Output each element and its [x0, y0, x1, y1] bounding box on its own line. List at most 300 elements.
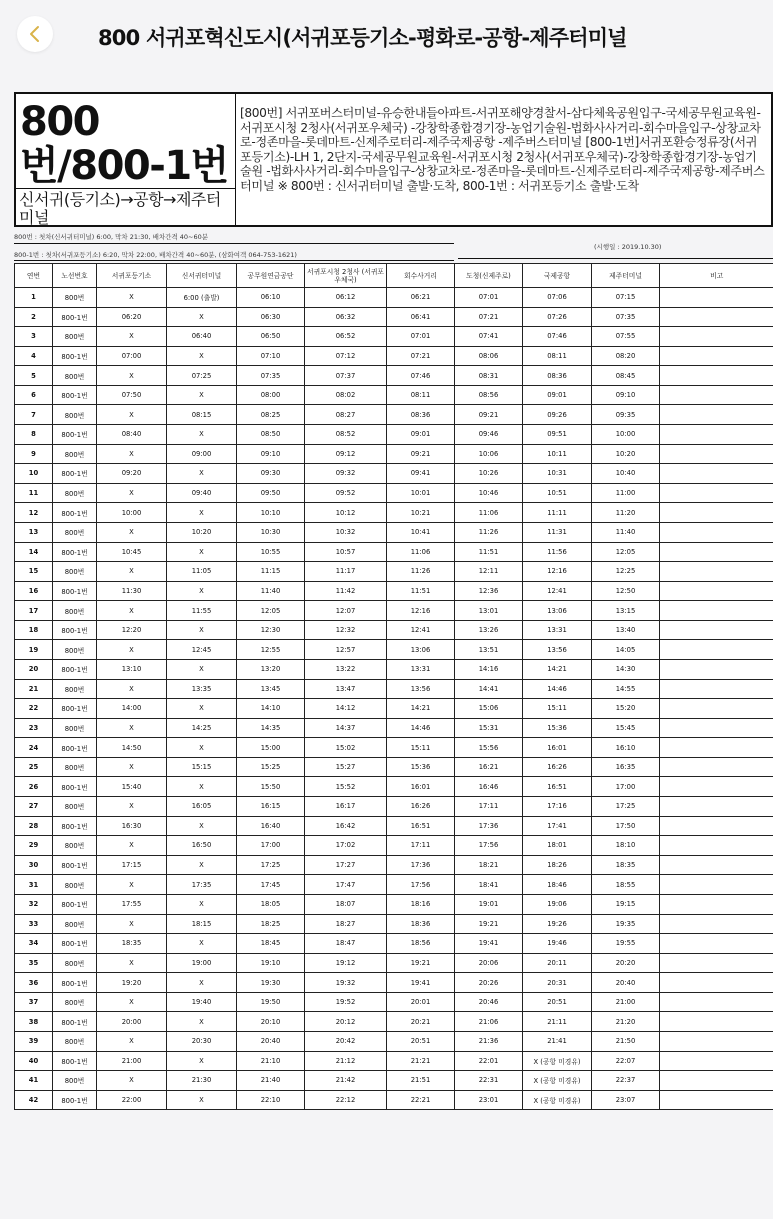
table-row — [15, 973, 773, 993]
table-cell: 17:45 — [237, 875, 305, 895]
table-cell: 800번 — [53, 327, 97, 347]
chevron-left-icon — [28, 25, 42, 43]
table-cell: 13:06 — [387, 640, 455, 660]
table-cell: 08:15 — [167, 405, 237, 425]
table-cell: X — [167, 385, 237, 405]
table-cell: 800-1번 — [53, 738, 97, 758]
table-cell: 15:40 — [97, 777, 167, 797]
table-cell: 800번 — [53, 366, 97, 386]
table-cell: X — [167, 659, 237, 679]
table-cell: 800번 — [53, 836, 97, 856]
table-cell: 27 — [15, 797, 53, 817]
table-cell: 10:10 — [237, 503, 305, 523]
table-cell: 15 — [15, 562, 53, 582]
table-cell: 11:20 — [592, 503, 660, 523]
table-cell: 2 — [15, 307, 53, 327]
table-cell: 09:40 — [167, 483, 237, 503]
table-cell: 16:51 — [387, 816, 455, 836]
back-button[interactable] — [17, 16, 53, 52]
table-cell: 21:36 — [455, 1031, 523, 1051]
table-row — [15, 855, 773, 875]
table-cell: 8 — [15, 425, 53, 445]
table-cell — [660, 777, 773, 797]
table-cell: 07:06 — [523, 288, 592, 308]
table-cell: 11:06 — [455, 503, 523, 523]
table-cell: 08:45 — [592, 366, 660, 386]
table-cell — [660, 620, 773, 640]
table-row — [15, 581, 773, 601]
table-cell: 22:10 — [237, 1090, 305, 1110]
table-cell: 12:16 — [523, 562, 592, 582]
table-row — [15, 562, 773, 582]
table-cell: 23:01 — [455, 1090, 523, 1110]
table-cell: X — [167, 1051, 237, 1071]
table-cell: 17:11 — [387, 836, 455, 856]
table-cell: 09:12 — [305, 444, 387, 464]
table-cell: 800번 — [53, 483, 97, 503]
table-cell: 14:37 — [305, 718, 387, 738]
table-cell: 21:20 — [592, 1012, 660, 1032]
table-cell: X — [97, 405, 167, 425]
table-cell: 10:26 — [455, 464, 523, 484]
table-row — [15, 288, 773, 308]
table-cell: 07:01 — [387, 327, 455, 347]
table-cell: 17:11 — [455, 797, 523, 817]
table-cell: 800번 — [53, 875, 97, 895]
enforcement-date: (시행일 : 2019.10.30) — [594, 243, 662, 251]
table-cell: 34 — [15, 934, 53, 954]
table-cell: 11:17 — [305, 562, 387, 582]
table-cell: 10:21 — [387, 503, 455, 523]
table-cell: 07:15 — [592, 288, 660, 308]
table-cell — [660, 757, 773, 777]
table-cell: 12:11 — [455, 562, 523, 582]
table-cell: 17:56 — [455, 836, 523, 856]
table-cell: 800-1번 — [53, 385, 97, 405]
table-cell: 17 — [15, 601, 53, 621]
table-cell: X — [167, 581, 237, 601]
table-cell: 09:10 — [592, 385, 660, 405]
table-cell: 15:06 — [455, 699, 523, 719]
table-cell: 08:25 — [237, 405, 305, 425]
table-cell: 17:36 — [455, 816, 523, 836]
table-cell: 12:30 — [237, 620, 305, 640]
table-cell: 800번 — [53, 288, 97, 308]
table-cell: 16:50 — [167, 836, 237, 856]
table-row — [15, 718, 773, 738]
table-cell: X — [167, 1090, 237, 1110]
table-cell — [660, 1051, 773, 1071]
table-cell: 07:25 — [167, 366, 237, 386]
table-cell: 15:27 — [305, 757, 387, 777]
table-cell: 11:42 — [305, 581, 387, 601]
table-cell: 11:55 — [167, 601, 237, 621]
table-cell: 800-1번 — [53, 1012, 97, 1032]
table-row — [15, 542, 773, 562]
table-cell: 14:00 — [97, 699, 167, 719]
table-row — [15, 483, 773, 503]
table-cell: 20:40 — [592, 973, 660, 993]
table-cell: 800번 — [53, 1031, 97, 1051]
table-row — [15, 797, 773, 817]
table-cell: 13:31 — [387, 659, 455, 679]
table-row — [15, 1012, 773, 1032]
table-cell: 11:00 — [592, 483, 660, 503]
table-cell: 11:15 — [237, 562, 305, 582]
table-cell: 21:00 — [592, 992, 660, 1012]
table-cell: 31 — [15, 875, 53, 895]
table-cell: 09:30 — [237, 464, 305, 484]
table-cell: 40 — [15, 1051, 53, 1071]
column-header: 신서귀터미널 — [167, 264, 237, 288]
table-cell: 09:10 — [237, 444, 305, 464]
table-cell — [660, 307, 773, 327]
table-cell: 19 — [15, 640, 53, 660]
table-cell: 21:21 — [387, 1051, 455, 1071]
table-cell — [660, 562, 773, 582]
table-cell: 800번 — [53, 914, 97, 934]
table-cell: 800번 — [53, 522, 97, 542]
table-cell: X (공항 미경유) — [523, 1071, 592, 1091]
table-cell: X — [167, 855, 237, 875]
table-cell: 22:07 — [592, 1051, 660, 1071]
table-cell: 15:52 — [305, 777, 387, 797]
table-cell: X — [167, 425, 237, 445]
table-cell: 13:26 — [455, 620, 523, 640]
table-cell: 800-1번 — [53, 973, 97, 993]
table-cell: 12:07 — [305, 601, 387, 621]
table-row — [15, 327, 773, 347]
table-row — [15, 992, 773, 1012]
table-cell: 12:36 — [455, 581, 523, 601]
table-cell: 12:20 — [97, 620, 167, 640]
table-cell: 14:41 — [455, 679, 523, 699]
table-cell: 800-1번 — [53, 855, 97, 875]
table-cell — [660, 659, 773, 679]
table-cell: X — [167, 346, 237, 366]
table-row — [15, 307, 773, 327]
table-cell: 06:21 — [387, 288, 455, 308]
table-cell: 18:35 — [592, 855, 660, 875]
table-cell: 08:02 — [305, 385, 387, 405]
table-cell: 39 — [15, 1031, 53, 1051]
table-cell: 19:41 — [455, 934, 523, 954]
table-cell: 11:26 — [455, 522, 523, 542]
table-cell: 07:55 — [592, 327, 660, 347]
table-cell: 21:42 — [305, 1071, 387, 1091]
table-cell: 09:01 — [523, 385, 592, 405]
table-cell: 07:46 — [387, 366, 455, 386]
table-row — [15, 385, 773, 405]
table-cell: 17:27 — [305, 855, 387, 875]
table-cell: 09:41 — [387, 464, 455, 484]
table-cell: 17:47 — [305, 875, 387, 895]
table-cell: 10:00 — [592, 425, 660, 445]
table-cell: 09:51 — [523, 425, 592, 445]
table-cell: 19:00 — [167, 953, 237, 973]
table-cell — [660, 797, 773, 817]
table-cell: 18:01 — [523, 836, 592, 856]
table-cell: 29 — [15, 836, 53, 856]
table-cell: 13:20 — [237, 659, 305, 679]
table-cell: X — [97, 836, 167, 856]
table-cell: 06:20 — [97, 307, 167, 327]
table-cell: 10:30 — [237, 522, 305, 542]
table-cell: 17:36 — [387, 855, 455, 875]
table-cell — [660, 444, 773, 464]
column-header: 도청(신제주로) — [455, 264, 523, 288]
table-cell: 800번 — [53, 1071, 97, 1091]
table-row — [15, 1051, 773, 1071]
table-cell: 800-1번 — [53, 777, 97, 797]
table-cell: 800-1번 — [53, 816, 97, 836]
table-cell: 11 — [15, 483, 53, 503]
table-cell: 18:10 — [592, 836, 660, 856]
table-cell — [660, 718, 773, 738]
table-row — [15, 405, 773, 425]
table-cell: 13:56 — [523, 640, 592, 660]
table-cell: 22:12 — [305, 1090, 387, 1110]
table-cell: 13:01 — [455, 601, 523, 621]
table-cell: 10:46 — [455, 483, 523, 503]
table-cell: 18:26 — [523, 855, 592, 875]
table-cell: 800번 — [53, 757, 97, 777]
table-cell: 12:05 — [237, 601, 305, 621]
table-cell: 800-1번 — [53, 307, 97, 327]
table-cell: 17:02 — [305, 836, 387, 856]
table-cell: X — [167, 934, 237, 954]
table-cell: 800-1번 — [53, 581, 97, 601]
table-row — [15, 914, 773, 934]
divider — [458, 258, 773, 259]
divider — [14, 260, 454, 261]
column-header: 비고 — [660, 264, 773, 288]
table-cell: 10:51 — [523, 483, 592, 503]
table-cell: 12:41 — [523, 581, 592, 601]
table-cell: 08:52 — [305, 425, 387, 445]
table-cell: 15:56 — [455, 738, 523, 758]
table-cell: 15:25 — [237, 757, 305, 777]
table-cell: 800번 — [53, 405, 97, 425]
table-cell: 10:31 — [523, 464, 592, 484]
table-cell: 800-1번 — [53, 1051, 97, 1071]
table-cell: 21:11 — [523, 1012, 592, 1032]
table-cell: 06:30 — [237, 307, 305, 327]
table-cell: 19:32 — [305, 973, 387, 993]
table-cell: 13:10 — [97, 659, 167, 679]
table-cell: 18 — [15, 620, 53, 640]
table-cell: 20:26 — [455, 973, 523, 993]
table-cell: 28 — [15, 816, 53, 836]
table-cell: 07:46 — [523, 327, 592, 347]
column-header: 회수사거리 — [387, 264, 455, 288]
table-cell: 07:00 — [97, 346, 167, 366]
table-cell: 12:55 — [237, 640, 305, 660]
table-cell: 17:50 — [592, 816, 660, 836]
table-cell: 21:40 — [237, 1071, 305, 1091]
table-cell: 21:51 — [387, 1071, 455, 1091]
table-cell: 1 — [15, 288, 53, 308]
table-cell: 12:50 — [592, 581, 660, 601]
table-cell: X — [167, 894, 237, 914]
table-cell — [660, 640, 773, 660]
table-cell: X — [97, 953, 167, 973]
table-cell: 21 — [15, 679, 53, 699]
table-cell: 19:21 — [387, 953, 455, 973]
table-cell: 17:00 — [237, 836, 305, 856]
table-cell: 07:50 — [97, 385, 167, 405]
table-cell — [660, 1012, 773, 1032]
table-cell: X — [97, 797, 167, 817]
table-cell: 26 — [15, 777, 53, 797]
table-cell: 12:57 — [305, 640, 387, 660]
table-cell: 18:55 — [592, 875, 660, 895]
table-cell: X — [167, 307, 237, 327]
table-cell: 20:30 — [167, 1031, 237, 1051]
table-cell: 10:12 — [305, 503, 387, 523]
table-cell: 9 — [15, 444, 53, 464]
table-cell: 18:41 — [455, 875, 523, 895]
table-row — [15, 679, 773, 699]
table-cell: 20:01 — [387, 992, 455, 1012]
table-cell: 17:16 — [523, 797, 592, 817]
table-row — [15, 346, 773, 366]
table-cell — [660, 522, 773, 542]
table-cell: 800번 — [53, 797, 97, 817]
column-header: 노선번호 — [53, 264, 97, 288]
table-cell: 19:40 — [167, 992, 237, 1012]
table-cell: 15:00 — [237, 738, 305, 758]
table-cell: X — [97, 1071, 167, 1091]
table-cell: 06:10 — [237, 288, 305, 308]
table-cell: 37 — [15, 992, 53, 1012]
table-cell: 06:32 — [305, 307, 387, 327]
table-cell: 23:07 — [592, 1090, 660, 1110]
timetable-document — [0, 82, 773, 1219]
table-cell: 10:00 — [97, 503, 167, 523]
table-cell: 20:51 — [387, 1031, 455, 1051]
table-cell: 16:10 — [592, 738, 660, 758]
table-cell: 11:31 — [523, 522, 592, 542]
table-cell: 800-1번 — [53, 894, 97, 914]
table-cell: 18:07 — [305, 894, 387, 914]
table-cell: 09:00 — [167, 444, 237, 464]
table-cell: 19:41 — [387, 973, 455, 993]
table-cell — [660, 934, 773, 954]
table-cell: 16:17 — [305, 797, 387, 817]
table-cell: 20:31 — [523, 973, 592, 993]
table-cell: 18:25 — [237, 914, 305, 934]
table-cell: 21:10 — [237, 1051, 305, 1071]
table-cell: 18:36 — [387, 914, 455, 934]
table-cell: 09:35 — [592, 405, 660, 425]
table-cell: 07:01 — [455, 288, 523, 308]
route-direction: 신서귀(등기소)→공항→제주터미널 — [16, 189, 236, 227]
table-cell: 15:15 — [167, 757, 237, 777]
table-cell: 11:51 — [387, 581, 455, 601]
table-cell: 10:20 — [167, 522, 237, 542]
app-bar — [0, 0, 773, 76]
table-cell: 13:40 — [592, 620, 660, 640]
table-cell: 800번 — [53, 601, 97, 621]
table-row — [15, 1031, 773, 1051]
table-cell: 13:22 — [305, 659, 387, 679]
table-cell: 20:51 — [523, 992, 592, 1012]
table-cell: 19:35 — [592, 914, 660, 934]
table-cell: 22:01 — [455, 1051, 523, 1071]
table-cell — [660, 973, 773, 993]
table-cell: 16:26 — [387, 797, 455, 817]
table-cell: 07:21 — [455, 307, 523, 327]
table-cell: 09:21 — [455, 405, 523, 425]
table-cell — [660, 385, 773, 405]
table-row — [15, 836, 773, 856]
table-cell: 800번 — [53, 640, 97, 660]
table-cell: 18:16 — [387, 894, 455, 914]
table-cell: 20:21 — [387, 1012, 455, 1032]
table-cell: 20:00 — [97, 1012, 167, 1032]
table-cell: 09:20 — [97, 464, 167, 484]
table-cell: 16:05 — [167, 797, 237, 817]
table-cell: X — [167, 503, 237, 523]
table-cell: X — [167, 973, 237, 993]
table-cell: 11:40 — [237, 581, 305, 601]
table-cell: 08:36 — [387, 405, 455, 425]
table-cell: 19:01 — [455, 894, 523, 914]
table-cell: 17:25 — [592, 797, 660, 817]
table-row — [15, 757, 773, 777]
table-cell: X — [97, 992, 167, 1012]
table-cell: 19:55 — [592, 934, 660, 954]
table-cell: 11:30 — [97, 581, 167, 601]
table-cell: 18:45 — [237, 934, 305, 954]
table-cell: 10:11 — [523, 444, 592, 464]
table-cell — [660, 1071, 773, 1091]
table-cell — [660, 327, 773, 347]
table-cell: X — [97, 327, 167, 347]
table-cell: 22 — [15, 699, 53, 719]
table-cell: 7 — [15, 405, 53, 425]
table-cell: 15:45 — [592, 718, 660, 738]
table-cell: 42 — [15, 1090, 53, 1110]
table-row — [15, 777, 773, 797]
table-cell: X — [167, 464, 237, 484]
table-cell: 13:47 — [305, 679, 387, 699]
table-cell — [660, 679, 773, 699]
table-row — [15, 444, 773, 464]
table-cell: 18:21 — [455, 855, 523, 875]
table-cell: 17:41 — [523, 816, 592, 836]
table-cell: X — [97, 640, 167, 660]
table-cell: 13:35 — [167, 679, 237, 699]
table-cell — [660, 1090, 773, 1110]
table-cell: 800-1번 — [53, 934, 97, 954]
table-cell: 800-1번 — [53, 699, 97, 719]
table-cell: 15:02 — [305, 738, 387, 758]
divider — [14, 243, 454, 244]
table-cell: 33 — [15, 914, 53, 934]
table-cell: 20:40 — [237, 1031, 305, 1051]
table-cell: 06:12 — [305, 288, 387, 308]
table-cell — [660, 855, 773, 875]
table-cell: 38 — [15, 1012, 53, 1032]
table-row — [15, 620, 773, 640]
table-cell: 14:21 — [387, 699, 455, 719]
table-cell: X — [97, 1031, 167, 1051]
table-cell: 18:46 — [523, 875, 592, 895]
table-cell: 13:31 — [523, 620, 592, 640]
table-cell: X — [97, 483, 167, 503]
